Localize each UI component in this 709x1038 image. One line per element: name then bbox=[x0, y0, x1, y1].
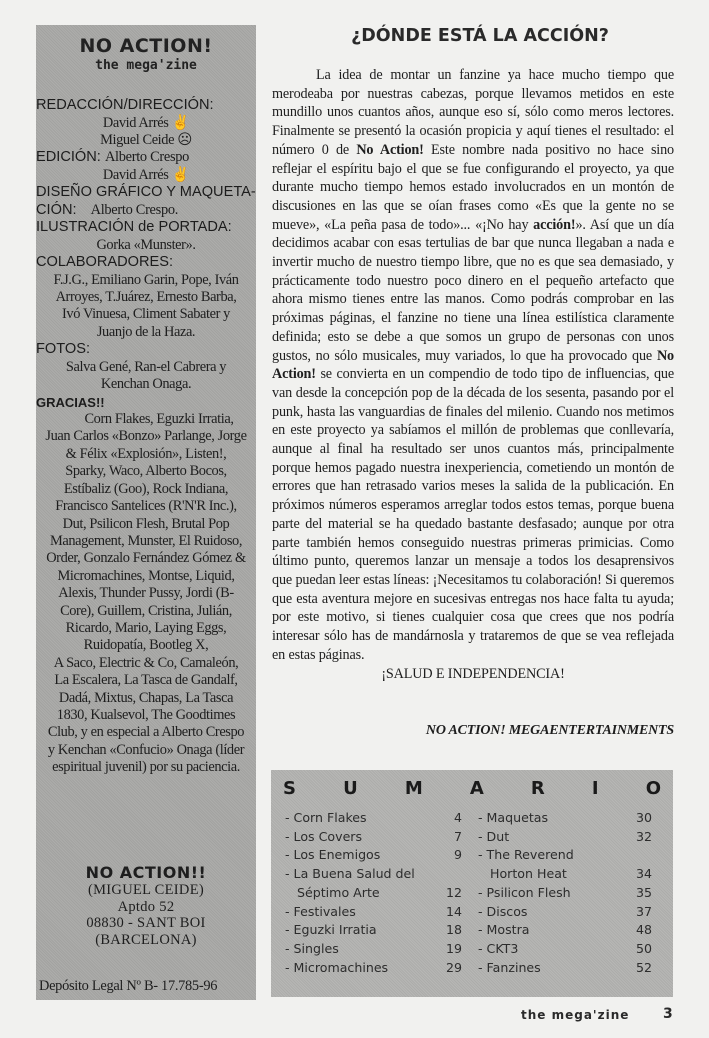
gracias-label: GRACIAS!! bbox=[36, 394, 105, 410]
address-line: Aptdo 52 bbox=[117, 898, 175, 915]
toc-item-label: - Los Covers bbox=[285, 828, 363, 844]
address-line: 08830 - SANT BOI bbox=[86, 915, 206, 931]
ilustracion-name: Gorka «Munster». bbox=[96, 236, 196, 253]
fotos-line: Kenchan Onaga. bbox=[100, 376, 192, 393]
diseno-label-cont: CIÓN: bbox=[36, 201, 77, 218]
toc-item[interactable] bbox=[478, 828, 664, 847]
toc-item-page: 37 bbox=[635, 903, 652, 919]
toc-item-label: Séptimo Arte bbox=[285, 884, 380, 900]
legal-deposit: Depósito Legal Nº B- 17.785-96 bbox=[39, 978, 218, 994]
toc-item[interactable] bbox=[478, 903, 664, 922]
gracias-line: Dut, Psilicon Flesh, Brutal Pop bbox=[62, 515, 230, 532]
colaboradores-line: Juanjo de la Haza. bbox=[96, 323, 196, 340]
toc-item-page: 34 bbox=[635, 866, 652, 882]
gracias-line: Order, Gonzalo Fernández Gómez & bbox=[46, 550, 246, 567]
toc-item-label: - Discos bbox=[478, 903, 528, 919]
toc-item[interactable] bbox=[285, 903, 472, 922]
colaboradores-line: Arroyes, T.Juárez, Ernesto Barba, bbox=[55, 289, 237, 306]
toc-item[interactable] bbox=[285, 940, 472, 959]
toc-column-right bbox=[472, 809, 664, 977]
toc-item[interactable] bbox=[285, 846, 472, 865]
gracias-line: Ricardo, Mario, Laying Eggs, bbox=[65, 619, 227, 636]
toc-item-page: 35 bbox=[635, 884, 652, 900]
toc-item[interactable] bbox=[478, 921, 664, 940]
edicion-label: EDICIÓN: bbox=[36, 149, 101, 166]
toc-item[interactable] bbox=[285, 921, 472, 940]
ilustracion-label: ILUSTRACIÓN de PORTADA: bbox=[36, 219, 232, 236]
gracias-line: & Félix «Explosión», Listen!, bbox=[65, 445, 227, 462]
gracias-line: Alexis, Thunder Pussy, Jordi (B- bbox=[58, 585, 234, 602]
toc-item[interactable] bbox=[478, 959, 664, 978]
gracias-line: Francisco Santelices (R'N'R Inc.), bbox=[55, 498, 237, 515]
toc-item-label: - La Buena Salud del bbox=[285, 866, 415, 882]
toc-item[interactable] bbox=[478, 846, 664, 865]
toc-item[interactable] bbox=[285, 865, 472, 884]
toc-item-label: - Eguzki Irratia bbox=[285, 922, 377, 938]
toc-item-page: 12 bbox=[445, 884, 462, 900]
bold-text: acción! bbox=[533, 216, 576, 233]
toc-item-page: 4 bbox=[453, 810, 462, 825]
toc-item[interactable] bbox=[478, 865, 664, 884]
toc-item-page: 52 bbox=[635, 959, 652, 975]
running-footer: the mega'zine bbox=[521, 1008, 630, 1022]
toc-item-page: 18 bbox=[445, 922, 462, 938]
gracias-line: A Saco, Electric & Co, Camaleón, bbox=[53, 654, 239, 671]
diseno-name: Alberto Crespo. bbox=[90, 201, 179, 218]
gracias-line: Management, Munster, El Ruidoso, bbox=[49, 532, 243, 549]
article-paragraph bbox=[272, 66, 674, 665]
toc-item-label: Horton Heat bbox=[478, 866, 567, 882]
gracias-line: Dadá, Mixtus, Chapas, La Tasca bbox=[58, 689, 234, 706]
toc-item-label: - Mostra bbox=[478, 922, 530, 938]
colaboradores-line: F.J.G., Emiliano Garin, Pope, Iván bbox=[53, 271, 239, 288]
article-title: ¿DÓNDE ESTÁ LA ACCIÓN? bbox=[351, 26, 609, 46]
gracias-line: 1830, Kualsevol, The Goodtimes bbox=[56, 706, 236, 723]
toc-columns bbox=[271, 799, 673, 977]
toc-item[interactable] bbox=[285, 884, 472, 903]
toc-title-letter: U bbox=[343, 778, 358, 799]
article-body bbox=[272, 66, 674, 683]
bold-text: No Action! bbox=[272, 347, 674, 383]
redaccion-name: Miguel Ceide ☹ bbox=[100, 131, 192, 148]
gracias-line: Estíbaliz (Goo), Rock Indiana, bbox=[63, 480, 229, 497]
toc-item-label: - Psilicon Flesh bbox=[478, 884, 571, 900]
article-signature: NO ACTION! MEGAENTERTAINMENTS bbox=[425, 723, 674, 738]
toc-title-letter: A bbox=[469, 778, 484, 799]
toc-item-page: 7 bbox=[453, 828, 462, 844]
toc-item[interactable] bbox=[478, 884, 664, 903]
toc-item-label: - Fanzines bbox=[478, 959, 541, 975]
toc-item-label: - Dut bbox=[478, 828, 510, 844]
toc-item[interactable] bbox=[285, 828, 472, 847]
gracias-line: Ruidopatía, Bootleg X, bbox=[83, 637, 209, 654]
fotos-label: FOTOS: bbox=[36, 341, 91, 358]
gracias-line: Micromachines, Montse, Liquid, bbox=[57, 567, 235, 584]
toc-item[interactable] bbox=[478, 809, 664, 828]
toc-item-page: 50 bbox=[635, 940, 652, 956]
toc-item-page bbox=[462, 865, 472, 884]
toc-item[interactable] bbox=[285, 809, 472, 828]
sidebar-subtitle: the mega'zine bbox=[95, 58, 197, 73]
diseno-row bbox=[36, 202, 256, 220]
gracias-line: espiritual juvenil) por su paciencia. bbox=[52, 759, 240, 776]
toc-item-page bbox=[652, 846, 664, 865]
edicion-row bbox=[36, 149, 256, 167]
bold-text: No Action! bbox=[356, 141, 424, 158]
credits-sidebar bbox=[36, 25, 256, 1000]
toc-item-page: 19 bbox=[445, 940, 462, 956]
toc-column-left bbox=[271, 809, 472, 977]
toc-item-page: 30 bbox=[635, 810, 652, 825]
toc-item-label: - Los Enemigos bbox=[285, 847, 381, 863]
toc-item-page: 29 bbox=[445, 959, 462, 975]
toc-item[interactable] bbox=[478, 940, 664, 959]
gracias-line: Juan Carlos «Bonzo» Parlange, Jorge bbox=[45, 428, 247, 445]
toc-item-label: - The Reverend bbox=[478, 847, 574, 863]
edicion-name: Alberto Crespo bbox=[104, 149, 190, 166]
postal-address bbox=[36, 863, 256, 948]
text-run: La idea de montar un fanzine ya hace mucho tiempo que merodeaba por nuestras cabezas, porque llevamos metidos en este mundillo unos cuantos años, aunque eso sí, sólo como meros lectores. Finalmente se presentó la ocasión propicia y aquí tienes el resultado: el número 0 de bbox=[272, 67, 674, 158]
toc-title-letter: M bbox=[404, 778, 423, 799]
toc-item-label: - Festivales bbox=[285, 903, 356, 919]
toc-item-page: 9 bbox=[453, 847, 462, 863]
redaccion-name: David Arrés ✌ bbox=[102, 114, 190, 131]
text-run: Este nombre nada positivo no hace sino reflejar el espíritu bajo el que se fue configurando el proyecto, ya que durante mucho tiempo hemos estado involucrados en un montón de discusiones en las que se oían frases como «Es que la gente no se mueve», «La peña pasa de todo»... «¡No hay bbox=[272, 141, 674, 233]
toc-item-page: 14 bbox=[445, 903, 462, 919]
toc-title-letter: R bbox=[530, 778, 545, 799]
toc-item-page: 32 bbox=[635, 828, 652, 844]
toc-item-page: 48 bbox=[635, 922, 652, 938]
gracias-list bbox=[36, 411, 256, 777]
toc-title bbox=[271, 770, 673, 799]
toc-item[interactable] bbox=[285, 959, 472, 978]
gracias-line: Sparky, Waco, Alberto Bocos, bbox=[65, 463, 227, 480]
toc-item-label: - CKT3 bbox=[478, 940, 519, 956]
fotos-line: Salva Gené, Ran-el Cabrera y bbox=[65, 358, 227, 375]
diseno-label: DISEÑO GRÁFICO Y MAQUETA- bbox=[36, 184, 256, 201]
toc-item-label: - Singles bbox=[285, 940, 339, 956]
page-number: 3 bbox=[663, 1006, 673, 1022]
edicion-name: David Arrés ✌ bbox=[102, 166, 190, 183]
toc-title-letter: I bbox=[591, 778, 599, 799]
colaboradores-line: Ivó Vinuesa, Climent Sabater y bbox=[62, 306, 230, 323]
text-run: se convierta en un compendio de todo tipo de influencias, que van desde la concepción pop de la década de los sesenta, pasando por el punk, hasta las vanguardias de finales del milenio. Cuando nos metimos en este proyecto ya sabíamos el millón de problemas que conllevaría, aunque al final ha resultado ser unos cuantos más, principalmente porque hemos pagado nuestra inexperiencia, cometiendo un montón de errores que han retrasado varios meses la salida de la publicación. En próximos números esperamos arreglar todos estos temas, porque buena parte del material se ha quedado bastante desfasado; aunque por otra parte también hemos conseguido nuestras primeras primicias. Como último punto, queremos lanzar un mensaje a todos los desaprensivos que puedan leer estas líneas: ¡Necesitamos tu colaboración! Si queremos que esta aventura mejore en sucesivas entregas nos hace falta tu ayuda; por este motivo, si tienes cualquier cosa que crees que nos podría interesar sólo has de mandárnosla y trataremos de que se vea reflejada en estas páginas. bbox=[272, 366, 674, 663]
address-line: (MIGUEL CEIDE) bbox=[87, 882, 204, 898]
address-line: (BARCELONA) bbox=[95, 931, 197, 948]
colaboradores-label: COLABORADORES: bbox=[36, 254, 174, 271]
gracias-line: Club, y en especial a Alberto Crespo bbox=[47, 724, 245, 741]
toc-item-label: - Maquetas bbox=[478, 810, 549, 825]
toc-item-label: - Corn Flakes bbox=[285, 810, 367, 825]
address-title: NO ACTION!! bbox=[85, 863, 207, 882]
table-of-contents bbox=[271, 770, 673, 997]
gracias-line: y Kenchan «Confucio» Onaga (líder bbox=[47, 741, 245, 758]
toc-item-label: - Micromachines bbox=[285, 959, 389, 975]
gracias-line: Corn Flakes, Eguzki Irratia, bbox=[84, 411, 234, 428]
toc-title-letter: S bbox=[283, 778, 296, 799]
sidebar-title: NO ACTION! bbox=[79, 35, 213, 57]
text-run: ». Así que un día decidimos acabar con esas tertulias de bar que nunca llegaban a nada e invertir mucho de nuestro tiempo libre, que no es que sea demasiado, y prácticamente todo nuestro poco dinero en el pequeño artefacto que ahora mismo tienes entre las manos. Como podrás comprobar en las próximas páginas, el fanzine no tiene una línea estilística claramente definida; esto se debe a que somos un grupo de personas con unos gustos, no sólo musicales, muy variados, lo que ha provocado que bbox=[272, 216, 674, 364]
redaccion-label: REDACCIÓN/DIRECCIÓN: bbox=[36, 97, 214, 113]
gracias-line: Core), Guillem, Cristina, Julián, bbox=[60, 602, 232, 619]
gracias-line: La Escalera, La Tasca de Gandalf, bbox=[54, 672, 238, 689]
closing-line: ¡SALUD E INDEPENDENCIA! bbox=[381, 665, 565, 682]
toc-title-letter: O bbox=[645, 778, 661, 799]
